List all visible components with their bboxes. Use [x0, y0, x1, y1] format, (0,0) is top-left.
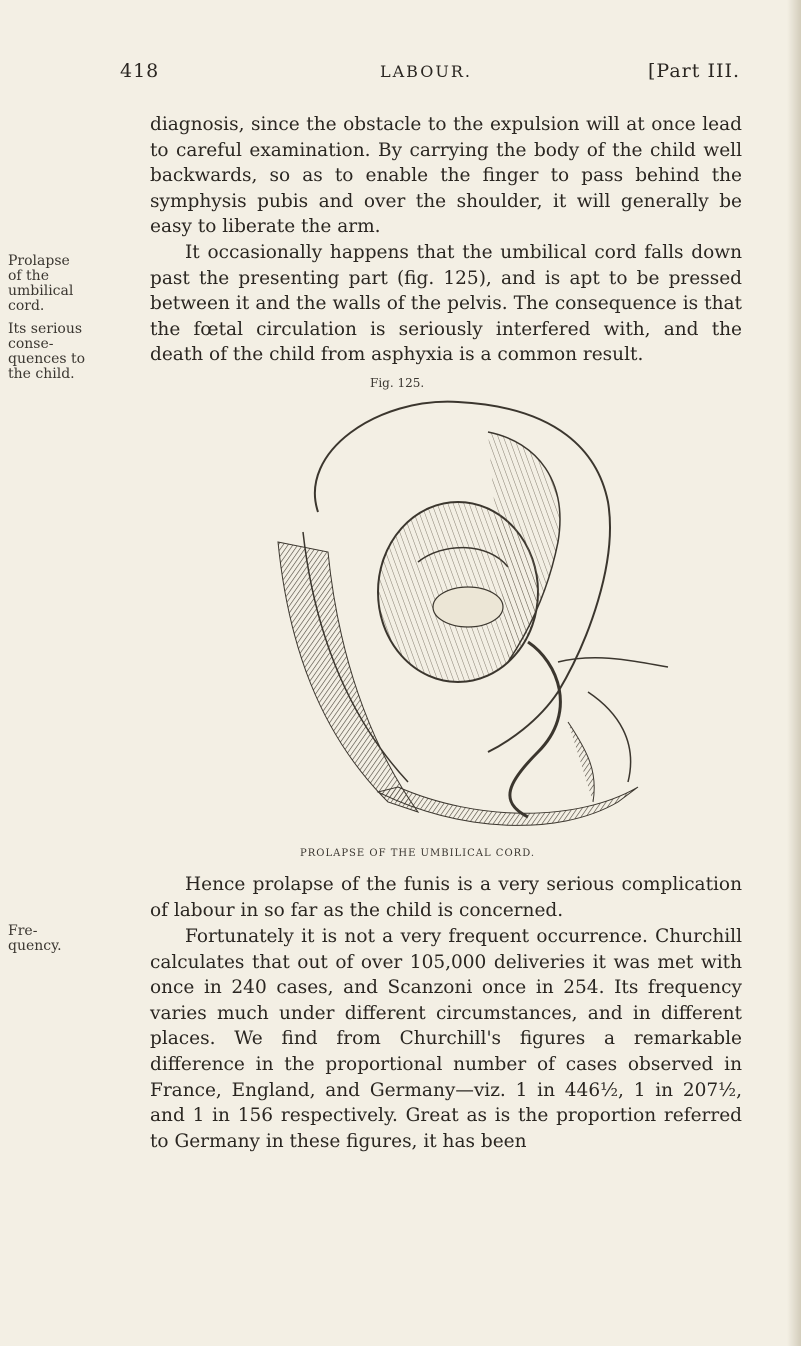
anatomical-engraving — [258, 392, 768, 842]
margin-note-line: Prolapse — [8, 253, 70, 269]
margin-note-line: of the — [8, 268, 49, 284]
margin-note-line: quency. — [8, 938, 62, 954]
paragraph-complication: Hence prolapse of the funis is a very serious complication of labour in so far as the child is concerned. — [150, 874, 742, 921]
margin-note-line: Fre- — [8, 923, 38, 939]
paragraph-diagnosis: diagnosis, since the obstacle to the expulsion will at once lead to careful examination. By carrying the body of the child well backwards, so as to enable the finger to pass behind the symphysis pubis and over the shoulder, it will generally be easy to liberate the arm. — [150, 114, 742, 238]
margin-note-frequency — [8, 924, 108, 954]
margin-note-line: umbilical — [8, 283, 74, 299]
margin-note-serious — [8, 322, 108, 382]
paragraph-frequency: Fortunately it is not a very frequent occurrence. Churchill calculates that out of over 105,000 deliveries it was met with once in 240 cases, and Scanzoni once in 254. Its frequency varies much under different circumstances, and in different places. We find from Churchill's figures a remarkable difference in the proportional number of cases observed in France, England, and Germany—viz. 1 in 446½, 1 in 207½, and 1 in 156 respectively. Great as is the proportion referred to Germany in these figures, it has been — [150, 926, 742, 1152]
running-head — [120, 60, 740, 90]
page-number: 418 — [120, 60, 160, 82]
part-label: [Part III. — [648, 60, 740, 82]
running-title: LABOUR. — [380, 62, 472, 81]
figure-label: Fig. 125. — [370, 376, 425, 390]
figure-caption: PROLAPSE OF THE UMBILICAL CORD. — [300, 848, 536, 859]
margin-note-line: the child. — [8, 366, 75, 382]
margin-note-line: conse- — [8, 336, 54, 352]
margin-note-line: quences to — [8, 351, 86, 367]
margin-note-line: Its serious — [8, 321, 83, 337]
margin-note-prolapse — [8, 254, 108, 314]
page-edge-shadow — [787, 0, 801, 1346]
paragraph-prolapse: It occasionally happens that the umbilical cord falls down past the presenting part (fig. 125), and is apt to be pressed between it and the walls of the pelvis. The consequence is that the fœtal circulation is seriously interfered with, and the death of the child from asphyxia is a common result. — [150, 242, 742, 366]
margin-note-line: cord. — [8, 298, 45, 314]
figure-prolapse-illustration — [258, 392, 768, 842]
